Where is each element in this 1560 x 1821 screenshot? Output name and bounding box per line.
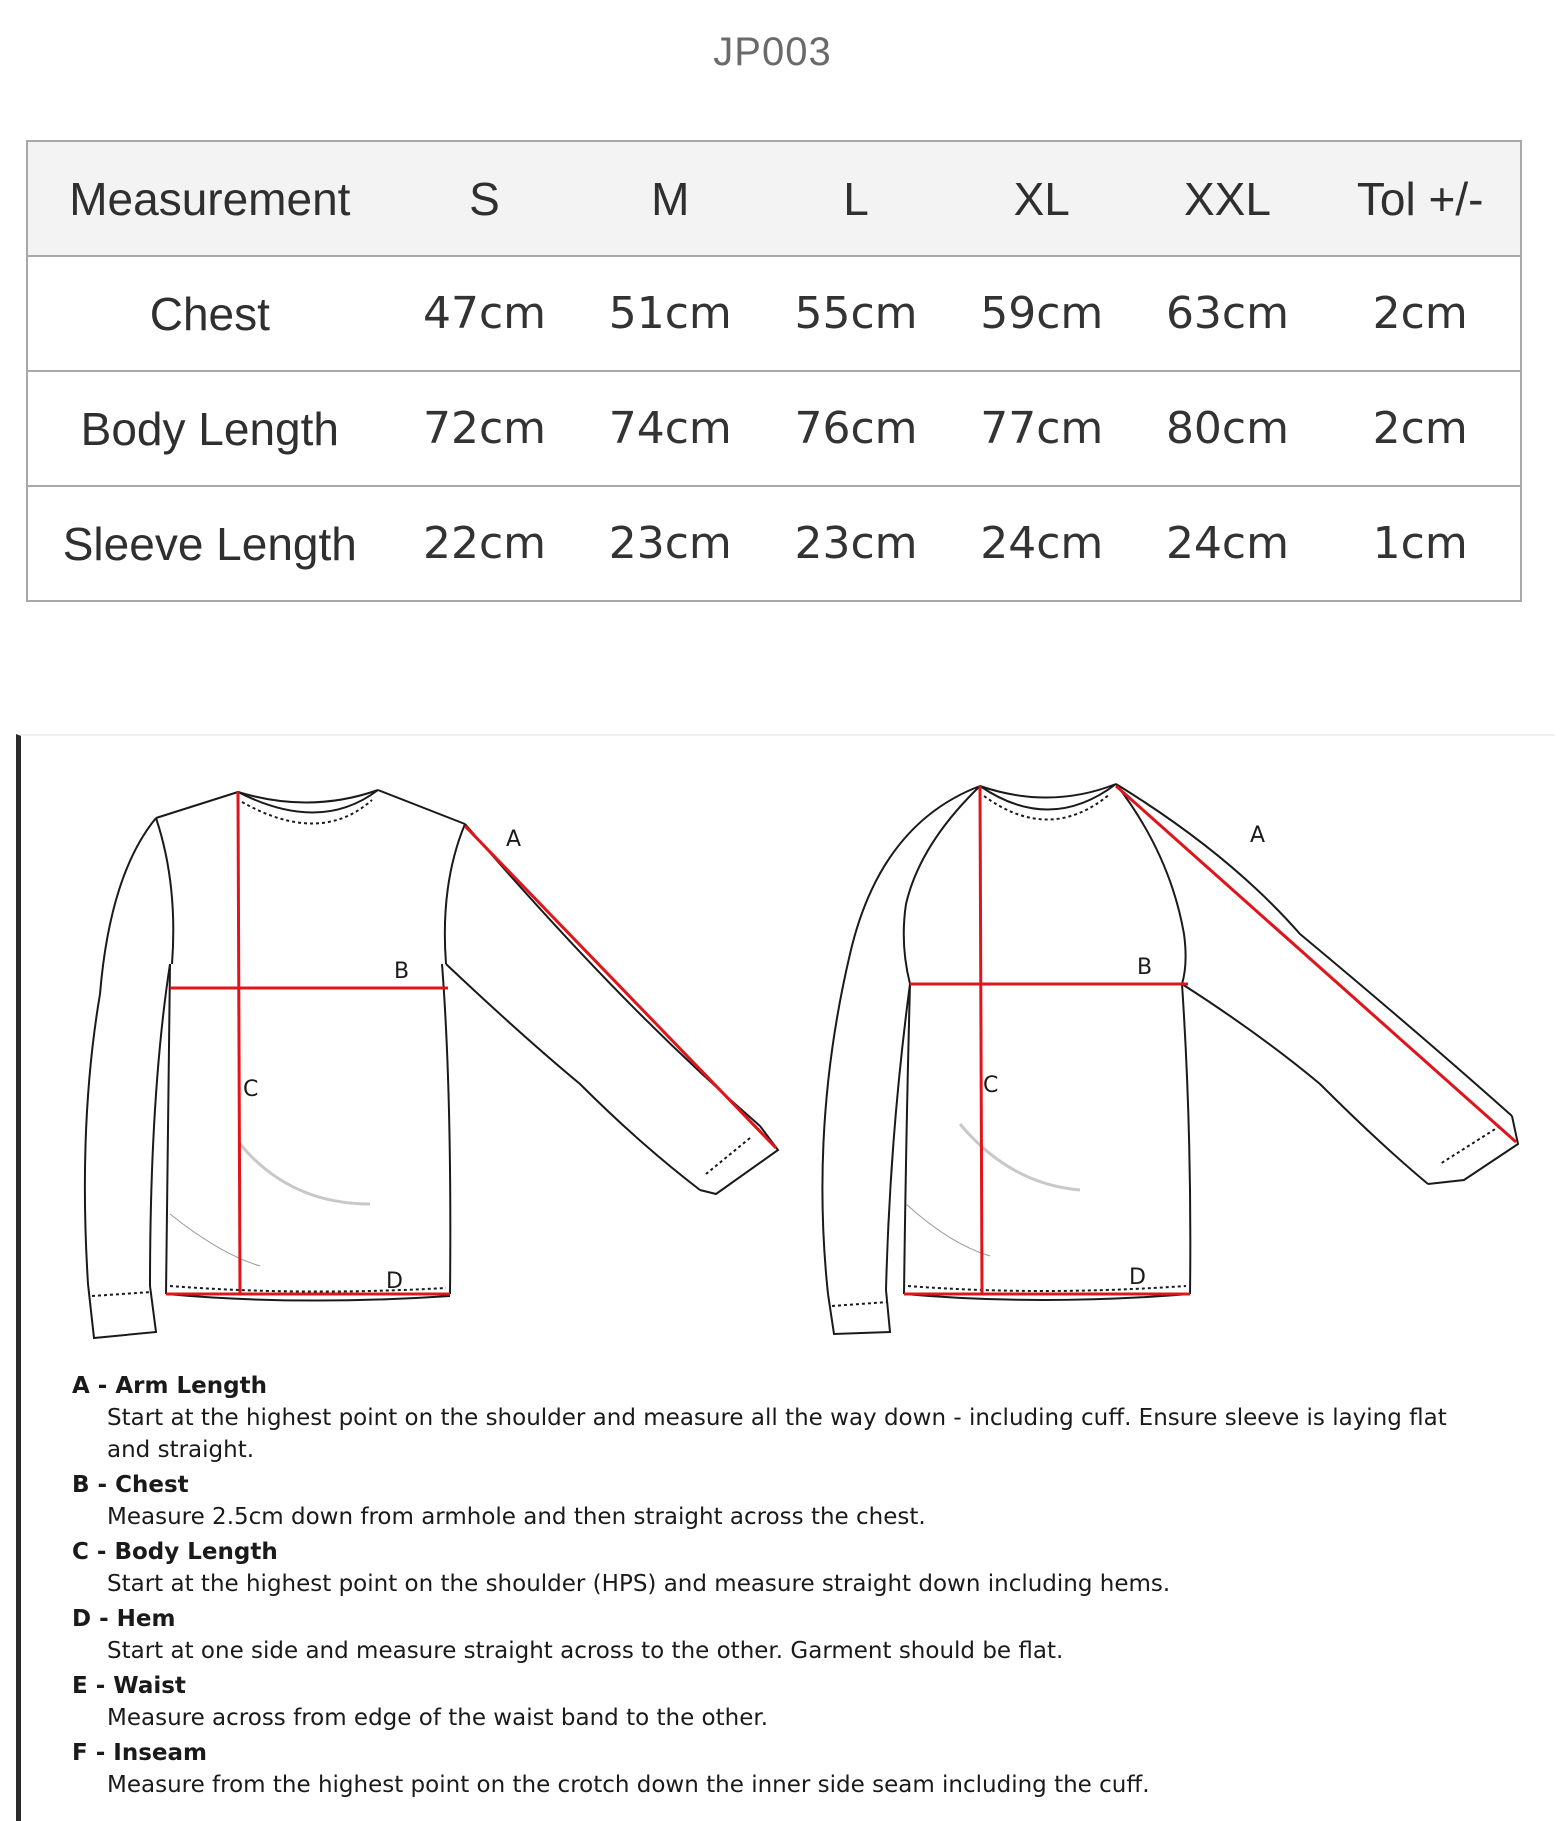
table-cell: 77cm — [949, 371, 1135, 486]
measure-line-c — [238, 792, 240, 1294]
label-a: A — [506, 827, 522, 852]
right-shoulder — [378, 790, 465, 824]
table-cell: 1cm — [1320, 486, 1521, 601]
page-title: JP003 — [713, 30, 832, 74]
column-header: XL — [949, 141, 1135, 256]
raglan-collar-outer — [980, 784, 1116, 798]
raglan-label-c: C — [983, 1073, 999, 1098]
table-cell: 22cm — [392, 486, 578, 601]
garment-diagrams — [0, 734, 1560, 1374]
body-left-side — [166, 964, 170, 1294]
table-row — [27, 256, 1521, 371]
raglan-right-cuff-stitch — [1440, 1126, 1500, 1164]
measure-line-a — [465, 826, 776, 1148]
body-right-side — [442, 964, 450, 1294]
set-in-sleeve-tee-drawing — [85, 790, 778, 1338]
raglan-label-a: A — [1250, 823, 1266, 848]
right-armhole — [445, 824, 465, 964]
column-header: S — [392, 141, 578, 256]
legend-heading: D - Hem — [72, 1606, 176, 1632]
left-armhole — [156, 818, 173, 964]
column-header: M — [577, 141, 763, 256]
legend-heading: B - Chest — [72, 1472, 189, 1498]
raglan-labels — [983, 823, 1265, 1290]
hem-stitch — [170, 1286, 446, 1292]
column-header: L — [763, 141, 949, 256]
table-cell: 63cm — [1135, 256, 1321, 371]
raglan-tee-drawing — [822, 784, 1518, 1334]
table-cell: 23cm — [763, 486, 949, 601]
left-sleeve-outer — [85, 818, 156, 1284]
legend-item-hem — [72, 1604, 1492, 1667]
column-header: Measurement — [27, 141, 392, 256]
table-row — [27, 371, 1521, 486]
row-label: Chest — [27, 256, 392, 371]
column-header: XXL — [1135, 141, 1321, 256]
left-cuff-stitch — [92, 1292, 152, 1296]
table-cell: 2cm — [1320, 256, 1521, 371]
raglan-label-d: D — [1129, 1265, 1146, 1290]
raglan-left-cuff-stitch — [832, 1302, 888, 1306]
legend-item-waist — [72, 1671, 1492, 1734]
fold-line — [170, 1214, 260, 1266]
size-chart-table — [26, 140, 1522, 602]
raglan-left-cuff — [828, 1290, 890, 1334]
table-cell: 55cm — [763, 256, 949, 371]
table-cell: 23cm — [577, 486, 763, 601]
legend-heading: A - Arm Length — [72, 1373, 267, 1399]
legend-description: Measure 2.5cm down from armhole and then straight across the chest. — [107, 1504, 926, 1530]
legend-heading: E - Waist — [72, 1673, 186, 1699]
table-cell: 24cm — [949, 486, 1135, 601]
legend-item-arm-length — [72, 1371, 1492, 1466]
raglan-right-sleeve-inner — [1182, 984, 1428, 1184]
right-sleeve-inner — [446, 964, 700, 1190]
table-cell: 76cm — [763, 371, 949, 486]
legend-heading: F - Inseam — [72, 1740, 207, 1766]
right-sleeve-outer — [465, 824, 760, 1126]
table-cell: 74cm — [577, 371, 763, 486]
label-d: D — [386, 1269, 403, 1294]
table-cell: 47cm — [392, 256, 578, 371]
left-cuff — [88, 1284, 156, 1338]
legend-item-chest — [72, 1470, 1492, 1533]
table-cell: 51cm — [577, 256, 763, 371]
legend-item-inseam — [72, 1738, 1492, 1801]
table-row — [27, 486, 1521, 601]
raglan-fold-shade — [960, 1124, 1080, 1190]
legend-heading: C - Body Length — [72, 1539, 278, 1565]
legend-description: Start at the highest point on the shoulder and measure all the way down - including cuff. Ensure sleeve is laying flat and straight. — [107, 1405, 1447, 1463]
raglan-fold-line — [906, 1204, 990, 1256]
row-label: Body Length — [27, 371, 392, 486]
legend-description: Start at the highest point on the shoulder (HPS) and measure straight down including hems. — [107, 1571, 1171, 1597]
right-cuff-stitch — [706, 1138, 750, 1174]
raglan-left-sleeve-outer — [822, 786, 980, 1294]
table-cell: 2cm — [1320, 371, 1521, 486]
column-header: Tol +/- — [1320, 141, 1521, 256]
label-b: B — [394, 959, 410, 984]
row-label: Sleeve Length — [27, 486, 392, 601]
measurement-legend — [72, 1371, 1492, 1805]
table-cell: 80cm — [1135, 371, 1321, 486]
raglan-body-right — [1182, 984, 1190, 1294]
raglan-right-seam — [1116, 784, 1186, 984]
table-header-row — [27, 141, 1521, 256]
table-cell: 24cm — [1135, 486, 1321, 601]
raglan-label-b: B — [1137, 955, 1153, 980]
legend-description: Measure across from edge of the waist band to the other. — [107, 1705, 769, 1731]
raglan-measure-line-a — [1116, 786, 1516, 1142]
label-c: C — [243, 1077, 259, 1102]
set-in-sleeve-measurements — [166, 792, 776, 1294]
raglan-left-seam — [904, 786, 980, 984]
table-cell: 72cm — [392, 371, 578, 486]
set-in-sleeve-labels — [243, 827, 521, 1294]
table-cell: 59cm — [949, 256, 1135, 371]
collar — [238, 790, 378, 813]
left-shoulder — [156, 792, 238, 818]
legend-description: Start at one side and measure straight across to the other. Garment should be flat. — [107, 1638, 1064, 1664]
raglan-measure-line-c — [980, 786, 982, 1294]
legend-item-body-length — [72, 1537, 1492, 1600]
raglan-right-cuff — [1428, 1116, 1518, 1184]
raglan-right-sleeve-outer — [1116, 784, 1512, 1116]
legend-description: Measure from the highest point on the crotch down the inner side seam including the cuff. — [107, 1772, 1150, 1798]
fold-shade — [240, 1144, 370, 1204]
